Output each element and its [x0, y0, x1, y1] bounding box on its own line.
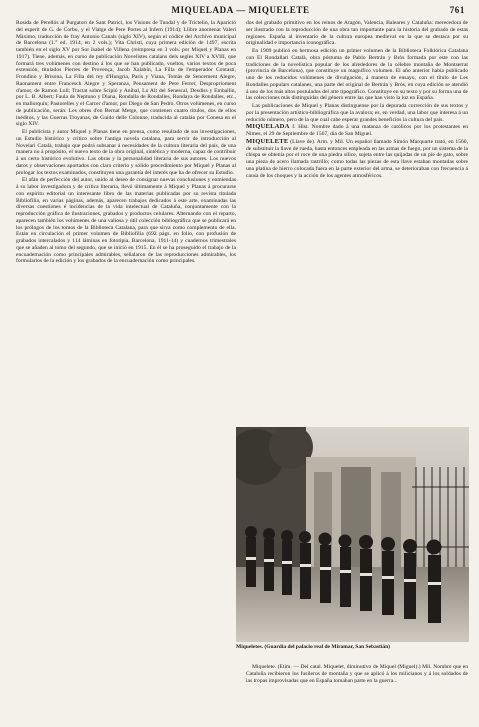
- entry-text: f. Hist. Nombre dado á una matanza de católicos por los protestantes en Nimes, el 29 de Septiembre de 1567, día de San Miguel.: [246, 124, 468, 137]
- after-photo-paragraph: Miquelete. (Etim. — Del catal. Miquelet, diminutivo de Miquel (Miguel).) Mil. Nombre que en Cataluña recibieron los fusileros de montaña y que se aplicó á los milicianos y á los soldados de las tropas improvisadas que en España tomaban parte en la guerra...: [246, 664, 468, 684]
- left-paragraph: El publicista y autor Miquel y Planas tiene en prensa, como resultado de sus investigaciones, un Estudio histórico y crítico sobre l'antiga novela catalana, para servir de introducción al Novelari Català, trabajo que podrá subsanar á necesidades de la cultura literaria del país, de una manera no á propósito, el nuevo texto de la obra original, sintética y moderna, capaz de contribuir á un certo histórico evolutivo. Las obras y la personalidad literaria de sus autores. Los nuevos datos y observaciones aportados con claro criterio y sólido procedimiento por Miquel y Planas al prologar los textos examinados, constituyen una garantía del interés que ha de ofrecer su Estudio.: [16, 129, 236, 176]
- right-paragraph: dos del grabado primitivo en los reinos de Aragón, Valencia, Baleares y Cataluña: merecedora de ser ilustrado con la reproducción de una obra tan importante para la historia del grabado de estas regiones. España al inventario de la cultura europea medieval en la que se destaca por su originalidad e importancia iconográfica.: [246, 20, 468, 47]
- dictionary-entry: [246, 124, 468, 138]
- right-column: [246, 20, 468, 425]
- dictionary-entry: [246, 139, 468, 180]
- entry-continuation: [246, 664, 468, 684]
- right-paragraph: Las publicaciones de Miquel y Planas distinguense por la depurada corrección de sus textos y por la presentación artístico-bibliográfica que la avalora; es, en verdad, una labor que interesa á un reducido número, pero de la que cual cabe esperar grandes beneficios la cultura del país.: [246, 103, 468, 123]
- left-paragraph: El afán de perfección del autor, unido al deseo de consignar nuevas conclusiones y enmiendas á su labor investigadora y de crítica literaria, llevó últimamente á Miquel y Planas á procurarse con espíritu editorial un interesante libro de las materias publicadas por su revista titulada Bibliofilia, en varias páginas, además, aparecen trabajos dedicados á este arte, examinadas las diversas cuestiones é incidencias de la vida intelectual de Cataluña, conjuntamente con la reproducción gráfica de ilustraciones, grabados y productos celulares. Alternando con el reparto, aparecen también los volúmenes de una valiosa y útil colección bibliográfica que se publicará en los prólogos de los tomos de la Biblioteca Catalana, para que sirva como complemento de ella. Están en circulación el primer volumen de Bibliofilia (692 págs. en folio, con profusión de grabados intercalados y 114 láminas en fototipia. Barcelona, 1911-14) y cuadernos trimestrales que se añaden al tomo del segundo, que se inició en 1915. En él se ha proseguido el trabajo de la encuadernación como principales admirables, señalaron de las reproducciones admirables, los formularios de la edición y los grabados de la encuadernación como principales.: [16, 177, 236, 265]
- photo-caption: Miqueletes. (Guardia del palacio real de Miramar, San Sebastián): [236, 644, 390, 650]
- miqueletes-photo: [236, 427, 469, 642]
- left-paragraph: Rosida de Perellós al Purgatori de Sant Patrici, los Visions de Tundal y de Trictelin, la Aparició del esperit de G. de Corbo, y el Viatge de Pere Portes al Infern (1914); Llibre anomenat Valeri Màximo, traducción de fray Antonio Canals (siglo XIV), según el códice del Archivo municipal de Barcelona (1.° ed. 1914, en 2 vols.); Vita Christi, cuya primera edición de 1497, escrita también en el siglo XV por Sor Isabel de Villena (reimpresa en 3 vols. por Miquel y Planas en 1917). Tiene, además, en curso de publicación Novelistes catalans dels segles XIV a XVIII, que formará tres volúmenes con destino á los que se han publicado, vueltos, varios textos de poca extensión, titulados Pierres de Provença, Jacob Xalabín, La Filla de l'emperador Contastí, Frondino y Brisona, La Filla del rey d'Hungria, Paris y Viana, Tomàs de Sencement Alegre, Raonament entre Francesch Alegre y Speranza, Pensament de Pere Ferrer, Desproprioment d'amor, de Ramon Lull; Tractat sobre Scipió y Aníbal, Lo Alt del Senescal, Desdiss y Emballin, por L. B. Albert; Faula de Neptuno y Diana, Rondalla de Rondalles, Rondaya de Rondalles, etc., en mallorquín; Pastorelles y el Carcer d'amor, por Diego de San Pedro. Otros volúmenes, en curso de publicación, serán: Les obres d'en Bernat Metge, que contienen cuatro títulos, dos de ellos inéditos, y las Guerras Troyanas, de Guido delle Colonne, traducida al catalán por Conesa en el siglo XIV.: [16, 20, 236, 128]
- running-header: [16, 4, 465, 16]
- entry-headword: MIQUELADA: [246, 123, 290, 131]
- entry-headword: MIQUELETE: [246, 137, 289, 145]
- header-title: MIQUELADA — MIQUELETE: [171, 5, 310, 15]
- entry-text: (Llave de). Arm. y Mil. Un español llamado Simón Marquarte trató, en 1560, de substituir la llave de rueda, hasta entonces empleada en las armas de fuego, por un sistema de la chispa se obtenía por el roce de una piedra sílice, sujeta entre las quijadas de un pie de gato, sobre una pieza de acero llamada rastrillo; como todas las piezas de esta llave estaban montadas sobre una platina de hierro colocada fuera en la parte exterior del arma, se deterioraban con frecuencia á causa de los choques y la acción de los agentes atmosféricos.: [246, 138, 468, 179]
- photo-figure: [236, 427, 469, 659]
- right-paragraph: En 1909 publicó en hermosa edición un primer volumen de la Biblioteca Folklórica Catalana con El Rondallari Català, obra póstuma de Pablo Bertrán y Bròs formada por este con las tradiciones de la novelística popular de los alrededores de la célebre montaña de Montserrat (provincia de Barcelona), que constituye un magnífico volumen. El año anterior había publicado uno de los reducidos volúmenes de divulgación, á manera de ensayo, con el título de Les Rondalles populars catalanes, una parte del original de Bertrán y Bròs, en cuya edición se atendió á uno de los más altos postulados del arte tipográfico. Constituye en su texto y por su forma una de las colecciones más distinguidas del género entre las que han visto la luz en España.: [246, 48, 468, 102]
- page-number: 761: [449, 5, 465, 15]
- left-column: [16, 20, 236, 720]
